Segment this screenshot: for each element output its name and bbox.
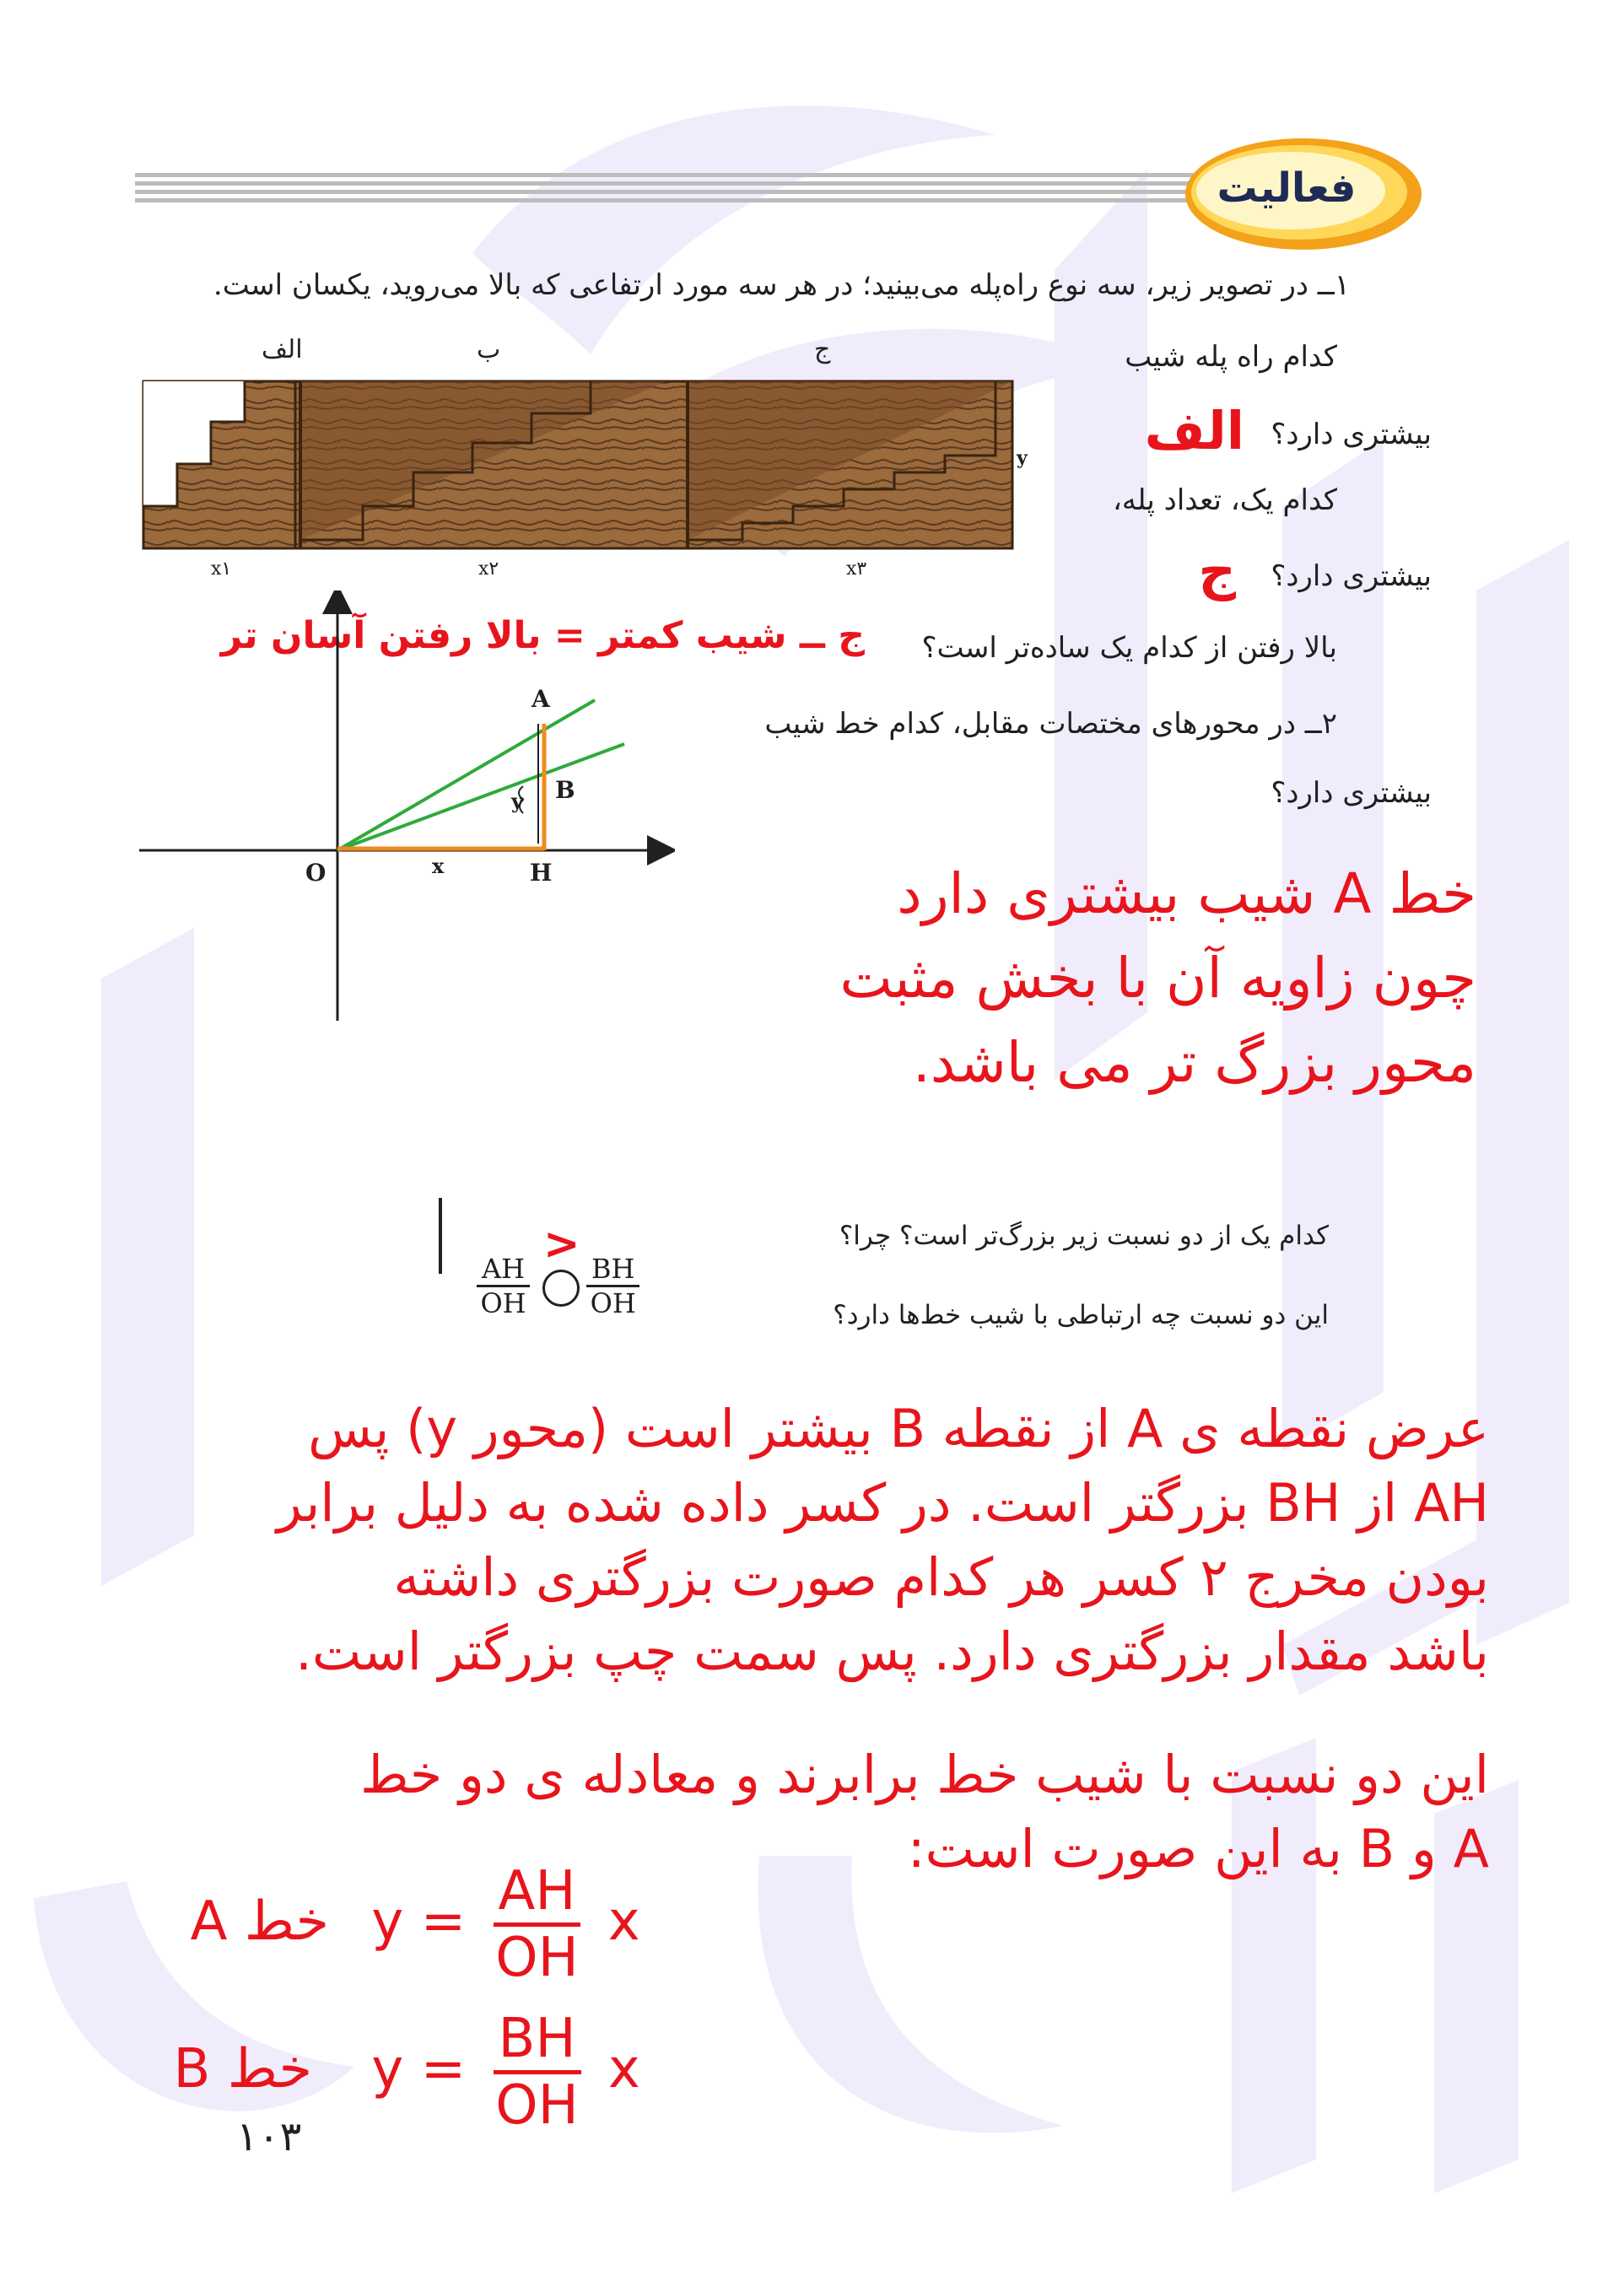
q1-line3: کدام یک، تعداد پله، <box>1112 483 1337 517</box>
stair-y-label: y <box>1017 447 1028 469</box>
equation-a-label: خط A <box>190 1890 329 1954</box>
equation-b-fraction: $\frac{BH}{OH}$ <box>494 2008 581 2137</box>
stair-x1-label: x۱ <box>211 558 232 580</box>
q1-line5: بالا رفتن از کدام یک ساده‌تر است؟ <box>921 631 1337 665</box>
staircases-figure <box>135 371 1063 574</box>
equation-a-var: x <box>607 1890 640 1954</box>
answer2-line2: A و B به این صورت است: <box>907 1818 1489 1879</box>
equation-b-label: خط B <box>173 2038 312 2101</box>
q1-line1: کدام راه پله شیب <box>1125 340 1337 374</box>
equation-line-a <box>148 1860 789 1989</box>
coordinate-graph <box>135 591 675 1029</box>
graph-label-O: O <box>305 859 326 887</box>
graph-label-B: B <box>555 776 575 804</box>
margin-bar <box>439 1198 442 1274</box>
stair-label-alef: الف <box>262 335 303 364</box>
graph-label-y: y <box>511 789 523 813</box>
equation-b-lhs: y = <box>371 2038 467 2101</box>
stair-label-jim: ج <box>814 335 831 364</box>
q2-stem: ۲ــ در محورهای مختصات مقابل، کدام خط شیب <box>764 707 1337 741</box>
graph-label-x: x <box>432 854 445 878</box>
q3-line2: این دو نسبت چه ارتباطی با شیب خط‌ها دارد؟ <box>833 1300 1329 1330</box>
q3-frac-left: $\frac{AH}{OH}$ <box>477 1253 530 1319</box>
q1-answer3: ج ــ شیب کمتر = بالا رفتن آسان تر <box>220 614 865 657</box>
answer-line1: عرض نقطه ی A از نقطه B بیشتر است (محور y) پس <box>308 1398 1489 1459</box>
q3-line1: کدام یک از دو نسبت زیر بزرگ‌تر است؟ چرا؟ <box>839 1221 1329 1251</box>
q2-answer <box>840 852 1477 1105</box>
equation-a-fraction: $\frac{AH}{OH}$ <box>494 1860 581 1989</box>
q1-answer1: الف <box>1144 400 1244 461</box>
equation-a-lhs: y = <box>371 1890 467 1954</box>
q3-compare-circle <box>542 1270 580 1307</box>
q1-answer2: ج <box>1198 540 1236 601</box>
answer-paragraph <box>89 1392 1489 1689</box>
q1-line2: بیشتری دارد؟ <box>1271 418 1432 451</box>
stair-x2-label: x۲ <box>478 558 499 580</box>
header-rule <box>135 173 1215 210</box>
q1-line4: بیشتری دارد؟ <box>1271 559 1432 593</box>
answer2-line1: این دو نسبت با شیب خط برابرند و معادله ی دو خط <box>360 1744 1489 1805</box>
q2-answer-line3: محور بزرگ تر می باشد. <box>912 1030 1476 1095</box>
equation-line-b <box>131 2008 789 2137</box>
answer-line4: باشد مقدار بزرگتری دارد. پس سمت چپ بزرگتر است. <box>295 1621 1489 1682</box>
q3-compare-sign: > <box>543 1219 580 1270</box>
graph-label-A: A <box>531 685 550 713</box>
page-title: فعالیت <box>1217 164 1357 212</box>
q2-answer-line2: چون زاویه آن با بخش مثبت <box>839 946 1476 1011</box>
equation-b-var: x <box>607 2038 640 2101</box>
q3-frac-right: $\frac{BH}{OH}$ <box>586 1253 639 1319</box>
stair-label-be: ب <box>477 335 501 364</box>
stair-x3-label: x۳ <box>846 558 867 580</box>
q2-answer-line1: خط A شیب بیشتری دارد <box>897 861 1476 926</box>
answer-line3: بودن مخرج ۲ کسر هر کدام صورت بزرگتری داشته <box>393 1546 1489 1608</box>
graph-label-H: H <box>530 859 553 887</box>
q1-stem: ۱ــ در تصویر زیر، سه نوع راه‌پله می‌بینید؛ در هر سه مورد ارتفاعی که بالا می‌روید، یکسان است. <box>213 268 1350 302</box>
answer-line2: AH از BH بزرگتر است. در کسر داده شده به دلیل برابر <box>276 1472 1489 1534</box>
q2-stem2: بیشتری دارد؟ <box>1271 776 1432 810</box>
page-number: ۱۰۳ <box>236 2113 302 2160</box>
